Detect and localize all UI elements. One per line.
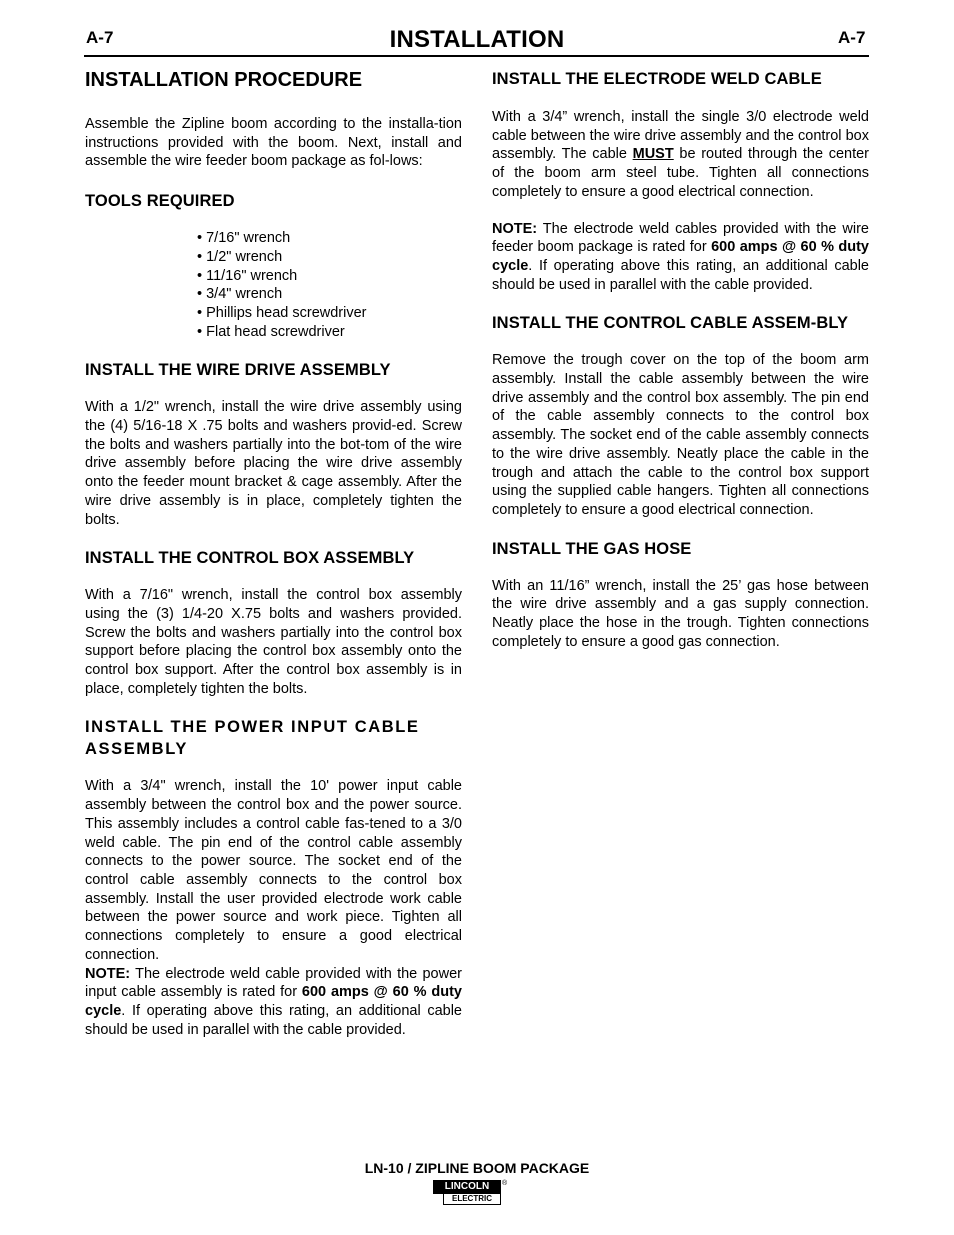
tools-list	[85, 229, 462, 341]
list-item: • Phillips head screwdriver	[197, 304, 462, 323]
electrode-cable-heading: INSTALL THE ELECTRODE WELD CABLE	[492, 70, 822, 88]
lincoln-electric-logo	[433, 1180, 509, 1205]
electrode-cable-note	[492, 220, 869, 295]
control-box-paragraph: With a 7/16" wrench, install the control box assembly using the (3) 1/4-20 X.75 bolts and washers provided. Screw the bolts and washers partially into the control box support before placing the control box assembly onto the control box support. After the control box assembly is in place, completely tighten the bolts.	[85, 587, 462, 697]
gas-hose-paragraph: With an 11/16” wrench, install the 25’ gas hose between the wire drive assembly and a gas supply connection. Neatly place the hose in the trough. Tighten connections completely to ensure a good gas connection.	[492, 577, 869, 650]
note-rating: 600 amps @ 60 % duty cycle	[492, 239, 869, 274]
note-label: NOTE:	[85, 965, 131, 982]
list-item: • 7/16" wrench	[197, 229, 462, 248]
paragraph-text: With a 3/4” wrench, install the single 3/0 electrode weld cable between the wire drive assembly and the control box assembly. The cable	[492, 109, 869, 163]
page-title: INSTALLATION	[389, 26, 565, 53]
wire-drive-heading: INSTALL THE WIRE DRIVE ASSEMBLY	[85, 361, 391, 380]
registered-mark-icon: ®	[502, 1180, 508, 1187]
note-text: The electrode weld cable provided with the power input cable assembly is rated for	[85, 965, 462, 1001]
logo-top-text: LINCOLN	[433, 1180, 501, 1194]
must-emphasis: MUST	[632, 146, 674, 163]
left-column	[85, 64, 462, 1039]
right-column	[492, 64, 869, 651]
control-box-heading: INSTALL THE CONTROL BOX ASSEMBLY	[85, 549, 415, 568]
page-number-right: A-7	[838, 28, 866, 47]
list-item: • 1/2" wrench	[197, 248, 462, 267]
wire-drive-paragraph: With a 1/2" wrench, install the wire drive assembly using the (4) 5/16-18 X .75 bolts and washers provid-ed. Screw the bolts and washers partially into the bot-tom of the wire drive assembly before placing the wire drive assembly onto the feeder mount bracket & cage assembly. After the wire drive assembly is in place, completely tighten the bolts.	[85, 399, 462, 528]
note-label: NOTE:	[492, 220, 538, 237]
header-divider	[84, 55, 869, 57]
control-cable-paragraph: Remove the trough cover on the top of the boom arm assembly. Install the cable assembly between the wire drive assembly and the control box assembly. The pin end of the cable assembly connects to the control box assembly. The socket end of the cable assembly connects to the wire drive assembly. Neatly place the cable in the trough and attach the cable to the control box support using the supplied cable hangers. Tighten all connections completely to ensure a good electrical connection.	[492, 352, 869, 518]
tools-required-heading: TOOLS REQUIRED	[85, 192, 235, 211]
power-input-paragraph: With a 3/4" wrench, install the 10' power input cable assembly between the control box and the power source. This assembly includes a control cable fas-tened to a 3/0 weld cable. The pin end of the control cable assembly connects to the power source. The socket end of the control cable assembly connects to the control box assembly. Install the user provided electrode work cable between the power source and work piece. Tighten all connections completely to ensure a good electrical connection.	[85, 778, 462, 963]
power-input-heading: INSTALL THE POWER INPUT CABLE ASSEMBLY	[85, 718, 420, 759]
note-text: The electrode weld cables provided with the wire feeder boom package is rated for	[492, 220, 869, 256]
list-item: • 11/16" wrench	[197, 267, 462, 286]
note-rating: 600 amps @ 60 % duty cycle	[85, 984, 462, 1019]
power-input-note	[85, 965, 462, 1040]
note-text: . If operating above this rating, an additional cable should be used in parallel with the cable provided.	[492, 257, 869, 293]
list-item: • Flat head screwdriver	[197, 323, 462, 342]
control-cable-heading: INSTALL THE CONTROL CABLE ASSEM-BLY	[492, 314, 849, 333]
note-text: . If operating above this rating, an additional cable should be used in parallel with the cable provided.	[85, 1002, 462, 1038]
paragraph-text: be routed through the center of the boom arm steel tube. Tighten all connections completely to ensure a good electrical connection.	[492, 146, 869, 200]
intro-paragraph: Assemble the Zipline boom according to the installa-tion instructions provided with the boom. Next, install and assemble the wire feeder boom package as fol-lows:	[85, 116, 462, 170]
page-number-left: A-7	[86, 28, 114, 47]
logo-bottom-text: ELECTRIC	[443, 1193, 501, 1205]
list-item: • 3/4" wrench	[197, 285, 462, 304]
electrode-cable-paragraph	[492, 108, 869, 202]
installation-procedure-heading: INSTALLATION PROCEDURE	[85, 69, 363, 91]
gas-hose-heading: INSTALL THE GAS HOSE	[492, 539, 692, 558]
footer-title: LN-10 / ZIPLINE BOOM PACKAGE	[364, 1160, 590, 1176]
